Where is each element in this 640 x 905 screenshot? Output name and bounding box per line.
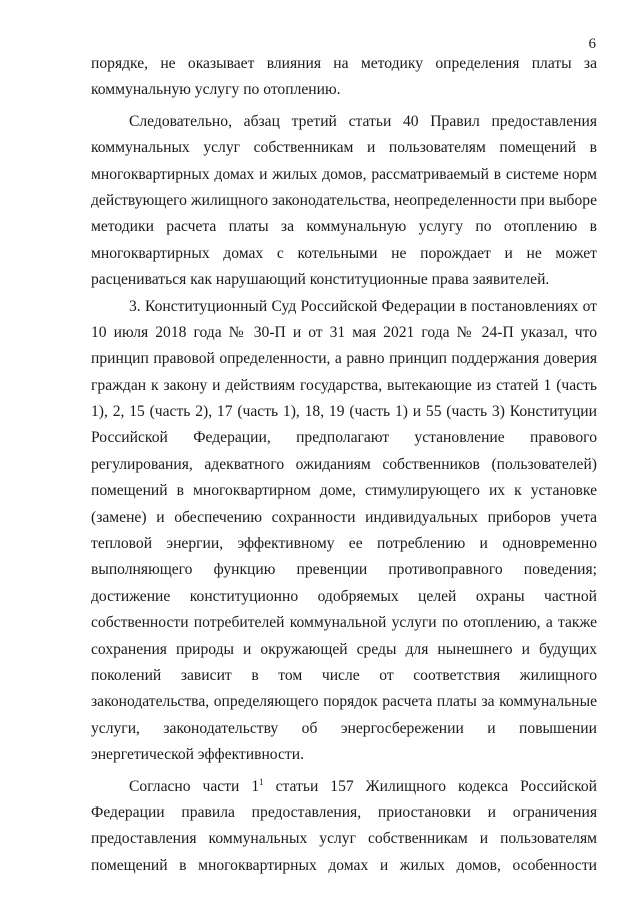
text-line: коммунальных услуг собственникам и пользователям помещений в	[91, 139, 597, 157]
text-line: принцип правовой определенности, а равно принцип поддержания доверия	[91, 350, 597, 368]
text-line: действующего жилищного законодательства, неопределенности при выборе	[91, 191, 597, 209]
text-line: 1), 2, 15 (часть 2), 17 (часть 1), 18, 19 (часть 1) и 55 (часть 3) Конституции	[91, 403, 597, 421]
text-line: Федерации правила предоставления, приостановки и ограничения	[91, 803, 597, 821]
text-line: Следовательно, абзац третий статьи 40 Правил предоставления	[129, 112, 597, 130]
text-line: поколений зависит в том числе от соответствия жилищного	[91, 666, 597, 684]
text-line: 10 июля 2018 года № 30-П и от 31 мая 2021 года № 24-П указал, что	[91, 323, 597, 341]
text-line: граждан к закону и действиям государства, вытекающие из статей 1 (часть	[91, 376, 597, 394]
text-line: расцениваться как нарушающий конституционные права заявителей.	[91, 271, 550, 289]
text-line	[91, 774, 597, 800]
text-line: Российской Федерации, предполагают установление правового	[91, 429, 597, 447]
paragraph	[91, 774, 597, 880]
text-line: порядке, не оказывает влияния на методику определения платы за	[91, 55, 597, 72]
text-line: энергетической эффективности.	[91, 746, 304, 764]
text-line: предоставления коммунальных услуг собственникам и пользователям	[91, 830, 597, 848]
text-fragment: Согласно части 1	[129, 777, 260, 795]
text-line: (замене) и обеспечению сохранности индивидуальных приборов учета	[91, 508, 597, 526]
text-line: сохранения природы и окружающей среды для нынешнего и будущих	[91, 640, 597, 658]
paragraph	[91, 294, 597, 769]
text-line: тепловой энергии, эффективному ее потреблению и одновременно	[91, 535, 597, 553]
text-line: выполняющего функцию превенции противоправного поведения;	[91, 561, 597, 579]
text-line: коммунальную услугу по отоплению.	[91, 81, 341, 99]
document-body	[91, 51, 597, 879]
text-line: многоквартирных домах и жилых домов, рассматриваемый в системе норм	[91, 165, 597, 183]
text-line: законодательства, определяющего порядок расчета платы за коммунальные	[91, 693, 597, 711]
page-number: 6	[588, 36, 596, 52]
text-line: помещений в многоквартирном доме, стимулирующего их к установке	[91, 482, 597, 500]
text-line: методики расчета платы за коммунальную услугу по отоплению в	[91, 218, 597, 236]
text-line: регулирования, адекватного ожиданиям собственников (пользователей)	[91, 455, 597, 473]
text-line: 3. Конституционный Суд Российской Федерации в постановлениях от	[129, 297, 597, 315]
paragraph	[91, 109, 597, 294]
text-line: собственности потребителей коммунальной услуги по отоплению, а также	[91, 614, 597, 632]
text-line: помещений в многоквартирных домах и жилых домов, особенности	[91, 856, 597, 874]
superscript-marker: 1	[259, 776, 264, 787]
text-line: многоквартирных домах с котельными не порождает и не может	[91, 244, 597, 262]
text-line: услуги, законодательству об энергосбережении и повышении	[91, 719, 597, 737]
text-fragment: статьи 157 Жилищного кодекса Российской	[263, 777, 597, 795]
text-line: достижение конституционно одобряемых целей охраны частной	[91, 587, 597, 605]
paragraph	[91, 51, 597, 104]
